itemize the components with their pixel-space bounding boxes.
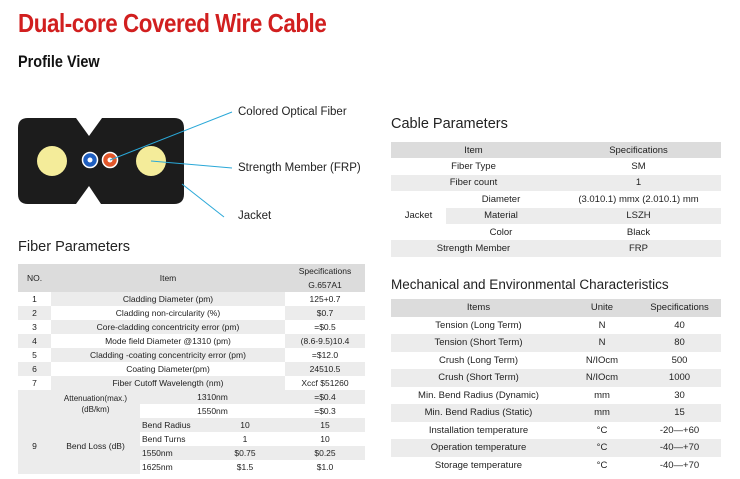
table-cell: mm (566, 404, 638, 422)
table-cell: 15 (638, 404, 721, 422)
table-cell: -40—+70 (638, 439, 721, 457)
header-specifications: Specifications (638, 299, 721, 317)
table-cell: 7 (32, 378, 37, 388)
table-row (18, 376, 365, 390)
table-cell: 2 (18, 306, 51, 320)
table-cell: 10 (320, 434, 330, 444)
table-cell: 4 (18, 334, 51, 348)
table-row (391, 158, 721, 174)
table-cell: 1 (32, 294, 37, 304)
label-colored-optical-fiber: Colored Optical Fiber (238, 106, 347, 118)
table-cell: Cladding -coating concentricity error (pm) (51, 348, 285, 362)
table-cell: SM (631, 161, 646, 173)
table-cell: 1550nm (197, 406, 228, 416)
table-cell: $0.7 (285, 306, 365, 320)
profile-view-heading: Profile View (18, 52, 100, 71)
table-row (391, 299, 721, 317)
mechanical-heading: Mechanical and Environmental Characteristics (391, 277, 669, 292)
table-cell: 10 (205, 418, 285, 432)
table-cell: Attenuation(max.) (dB/km) (51, 390, 140, 418)
table-cell: $0.75 (205, 446, 285, 460)
table-cell: 1550nm (140, 446, 205, 460)
table-cell: Cladding non-circularity (%) (115, 308, 221, 318)
header-unit: Unite (566, 299, 638, 317)
table-cell: 80 (638, 334, 721, 352)
table-cell: Coating Diameter(pm) (126, 364, 210, 374)
table-cell: Jacket (404, 210, 433, 222)
table-cell: -40—+70 (659, 459, 700, 471)
table-cell: Black (626, 226, 651, 238)
table-cell: N/IOcm (566, 369, 638, 387)
table-row (391, 387, 721, 405)
table-cell: =$0.3 (314, 406, 336, 416)
table-header-row (18, 264, 365, 278)
table-cell: $1.5 (236, 462, 254, 472)
header-items: Items (391, 299, 566, 317)
table-cell: LSZH (556, 208, 721, 224)
table-cell: Storage temperature (434, 459, 523, 471)
table-cell: 1625nm (142, 462, 173, 472)
table-cell: 5 (32, 350, 37, 360)
table-cell: 9 (18, 418, 51, 474)
table-row (391, 369, 721, 387)
header-item: Item (391, 142, 556, 158)
table-cell: °C (596, 424, 608, 436)
table-row (18, 348, 365, 362)
table-cell (18, 390, 51, 418)
header-specifications: Specifications (285, 264, 365, 278)
table-cell: Min. Bend Radius (Static) (391, 404, 566, 422)
table-row (391, 422, 721, 440)
table-cell: N (598, 319, 606, 331)
table-row (391, 240, 721, 256)
table-cell: Operation temperature (391, 439, 566, 457)
table-cell: Diameter (481, 193, 521, 205)
table-cell: °C (596, 459, 608, 471)
table-cell: 3 (32, 322, 37, 332)
table-cell: Installation temperature (428, 424, 529, 436)
table-cell: Fiber count (391, 175, 556, 191)
table-cell: 6 (18, 362, 51, 376)
table-cell: 125+0.7 (309, 294, 341, 304)
table-cell: Color (489, 226, 513, 238)
table-cell: Cladding Diameter (pm) (51, 292, 285, 306)
table-cell: Bend Radius (140, 418, 205, 432)
table-cell: 40 (674, 319, 685, 331)
table-cell: 24510.5 (285, 362, 365, 376)
table-cell: =$12.0 (311, 350, 339, 360)
table-cell: Tension (Long Term) (435, 319, 522, 331)
table-cell: $1.0 (316, 462, 334, 472)
table-cell: Fiber Cutoff Wavelength (nm) (51, 376, 285, 390)
table-row (391, 142, 721, 158)
strength-member-left (37, 146, 67, 176)
table-cell: °C (566, 439, 638, 457)
table-row (391, 439, 721, 457)
fiber-parameters-heading: Fiber Parameters (18, 239, 131, 255)
table-row (18, 362, 365, 376)
table-cell: Crush (Long Term) (438, 354, 519, 366)
table-row (391, 191, 721, 207)
table-cell: 1 (242, 434, 248, 444)
table-cell: 1000 (638, 369, 721, 387)
table-cell: 1 (556, 175, 721, 191)
header-specifications: Specifications (556, 142, 721, 158)
table-cell: Crush (Short Term) (391, 369, 566, 387)
table-cell: Material (446, 208, 556, 224)
table-row (391, 175, 721, 191)
fiber-parameters-table (18, 264, 365, 474)
table-cell: Min. Bend Radius (Dynamic) (418, 389, 539, 401)
table-row (391, 334, 721, 352)
table-cell: N/IOcm (585, 354, 619, 366)
table-cell: 15 (285, 418, 365, 432)
table-cell: (3.010.1) mmx (2.010.1) mm (578, 193, 699, 205)
table-cell: Mode field Diameter @1310 (pm) (105, 336, 231, 346)
table-cell: -20—+60 (659, 424, 700, 436)
table-row (18, 320, 365, 334)
table-cell: =$0.4 (285, 390, 365, 404)
table-row (18, 306, 365, 320)
table-row (391, 404, 721, 422)
table-row (391, 457, 721, 475)
label-jacket: Jacket (238, 210, 272, 222)
header-standard: G.657A1 (285, 278, 365, 292)
table-row (391, 317, 721, 335)
table-cell: Bend Turns (142, 434, 186, 444)
mechanical-table (391, 299, 721, 474)
table-cell: 30 (674, 389, 685, 401)
table-row (391, 352, 721, 370)
bend-loss-row (18, 418, 365, 432)
header-item: Item (51, 264, 285, 292)
table-cell: mm (594, 389, 610, 401)
table-cell: Fiber Type (451, 161, 496, 173)
table-cell: FRP (556, 240, 721, 256)
header-no: NO. (18, 264, 51, 292)
table-cell: $0.25 (285, 446, 365, 460)
table-cell: 1310nm (140, 390, 285, 404)
table-cell: (8.6-9.5)10.4 (285, 334, 365, 348)
table-cell: Tension (Short Term) (391, 334, 566, 352)
attenuation-row (18, 390, 365, 404)
table-cell: 500 (671, 354, 688, 366)
table-row (18, 334, 365, 348)
table-cell: Strength Member (391, 240, 556, 256)
cable-parameters-heading: Cable Parameters (391, 116, 508, 132)
table-cell: =$0.5 (314, 322, 336, 332)
cable-parameters-table (391, 142, 721, 257)
table-row (18, 292, 365, 306)
label-strength-member: Strength Member (FRP) (238, 162, 361, 174)
page-title: Dual-core Covered Wire Cable (18, 8, 327, 38)
table-cell: Core-cladding concentricity error (pm) (51, 320, 285, 334)
table-cell: Bend Loss (dB) (51, 418, 140, 474)
table-cell: N (566, 334, 638, 352)
table-cell: Xccf $51260 (301, 378, 349, 388)
